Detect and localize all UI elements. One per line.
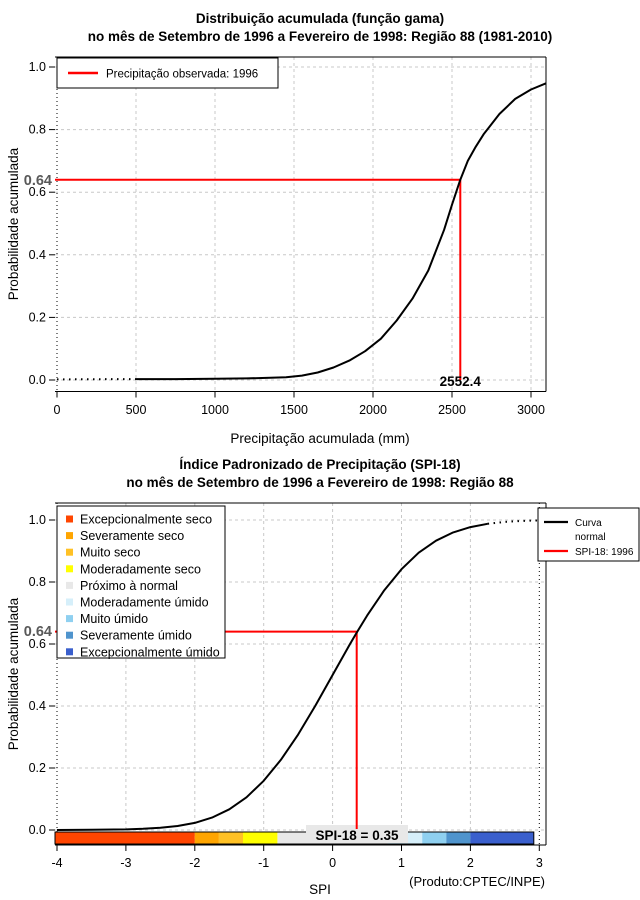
spi-plot <box>0 450 640 900</box>
svg-text:0.64: 0.64 <box>23 624 52 640</box>
gamma-cdf-curve <box>57 83 546 379</box>
svg-text:2: 2 <box>466 856 474 870</box>
svg-text:0.4: 0.4 <box>28 699 46 713</box>
gamma-y-axis-label: Probabilidade acumulada <box>6 147 21 301</box>
spi-x-axis-label: SPI <box>309 882 331 897</box>
svg-text:3000: 3000 <box>517 403 545 417</box>
svg-text:1000: 1000 <box>201 403 229 417</box>
svg-text:-4: -4 <box>51 856 63 870</box>
svg-text:Excepcionalmente seco: Excepcionalmente seco <box>80 512 213 527</box>
svg-text:Severamente úmido: Severamente úmido <box>80 628 192 643</box>
svg-text:0.64: 0.64 <box>23 173 52 189</box>
svg-text:-1: -1 <box>258 856 270 870</box>
svg-text:normal: normal <box>575 532 606 543</box>
gamma-x-axis-label: Precipitação acumulada (mm) <box>230 431 410 446</box>
svg-text:0: 0 <box>53 403 61 417</box>
svg-text:1500: 1500 <box>280 403 308 417</box>
y-value-annotation <box>24 624 52 640</box>
svg-text:1: 1 <box>398 856 405 870</box>
series-legend <box>538 508 639 561</box>
gamma-chart-title-line1: Distribuição acumulada (função gama) <box>195 11 445 26</box>
svg-text:0.8: 0.8 <box>28 575 46 589</box>
svg-text:2500: 2500 <box>438 403 466 417</box>
gamma-chart-title-line2: no mês de Setembro de 1996 a Fevereiro de 1998: Região 88 (1981-2010) <box>87 29 553 44</box>
svg-text:0.2: 0.2 <box>28 310 46 325</box>
product-credit: (Produto:CPTEC/INPE) <box>409 874 545 889</box>
spi-chart-title-line2: no mês de Setembro de 1996 a Fevereiro de 1998: Região 88 <box>126 475 514 490</box>
axis-ticks <box>29 60 545 417</box>
spi-color-bar <box>55 832 534 844</box>
svg-text:-3: -3 <box>120 856 132 870</box>
svg-text:0: 0 <box>329 856 337 870</box>
svg-text:0.4: 0.4 <box>28 247 46 262</box>
svg-text:2552.4: 2552.4 <box>439 374 481 389</box>
y-value-annotation <box>24 173 52 189</box>
reference-lines <box>55 180 460 380</box>
svg-text:SPI-18: 1996: SPI-18: 1996 <box>575 547 634 558</box>
observed-precip-legend <box>57 58 278 88</box>
svg-text:0.6: 0.6 <box>28 637 46 651</box>
svg-text:0.0: 0.0 <box>28 373 46 387</box>
spi-chart-title-line1: Índice Padronizado de Precipitação (SPI-18) <box>179 457 461 472</box>
spi-y-axis-label: Probabilidade acumulada <box>6 597 21 751</box>
svg-text:0.2: 0.2 <box>28 761 46 775</box>
svg-text:3: 3 <box>535 856 543 870</box>
svg-text:Muito úmido: Muito úmido <box>80 612 149 627</box>
svg-text:Severamente seco: Severamente seco <box>80 529 185 544</box>
spi-chart <box>0 450 640 900</box>
svg-text:Curva: Curva <box>575 518 602 529</box>
svg-text:Moderadamente úmido: Moderadamente úmido <box>80 595 209 610</box>
svg-text:1.0: 1.0 <box>28 60 46 74</box>
plot-box <box>55 57 546 392</box>
svg-text:Precipitação observada: 1996: Precipitação observada: 1996 <box>106 68 259 81</box>
svg-text:Moderadamente seco: Moderadamente seco <box>80 562 201 577</box>
svg-text:0.0: 0.0 <box>28 823 46 837</box>
spi-category-legend <box>57 506 225 659</box>
svg-text:Muito seco: Muito seco <box>80 545 141 560</box>
svg-text:0.8: 0.8 <box>28 122 46 137</box>
svg-text:SPI-18 = 0.35: SPI-18 = 0.35 <box>315 828 399 843</box>
svg-text:2000: 2000 <box>359 403 387 417</box>
svg-text:0.6: 0.6 <box>28 185 46 200</box>
svg-text:-2: -2 <box>189 856 201 870</box>
svg-text:Excepcionalmente úmido: Excepcionalmente úmido <box>80 645 220 660</box>
bar-value-annotation <box>316 828 399 843</box>
svg-text:1.0: 1.0 <box>28 513 46 527</box>
svg-text:500: 500 <box>125 403 147 417</box>
x-value-annotation <box>440 374 482 389</box>
reference-lines <box>55 632 357 829</box>
svg-text:Próximo à normal: Próximo à normal <box>80 578 178 593</box>
grid-lines <box>55 57 546 392</box>
